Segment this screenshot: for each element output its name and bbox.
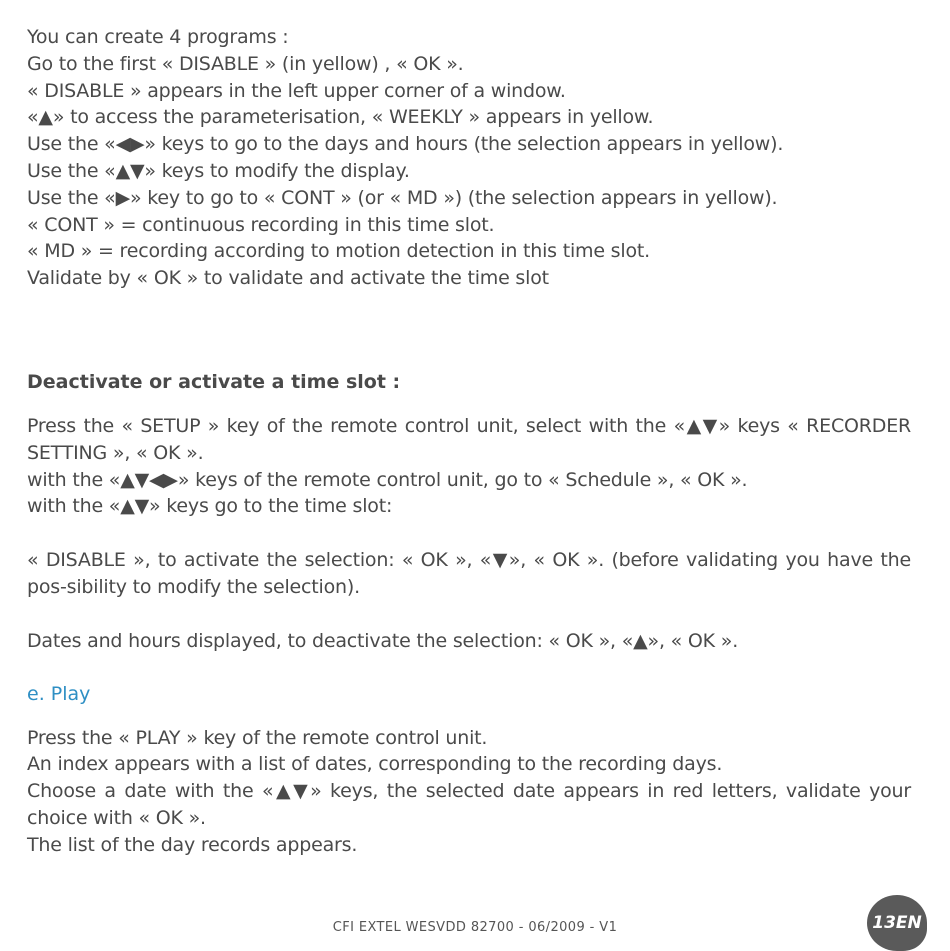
- text-line: Use the «◀▶» keys to go to the days and hours (the selection appears in yellow).: [27, 133, 784, 156]
- text-line: Go to the first « DISABLE » (in yellow) , « OK ».: [27, 52, 464, 75]
- section-title-play: e. Play: [27, 682, 91, 705]
- activate-note: « DISABLE », to activate the selection: « OK », «▼», « OK ». (before validating you have the pos-sibility to modify the selection).: [27, 549, 917, 598]
- text-line: Validate by « OK » to validate and activate the time slot: [27, 267, 549, 290]
- page-footer: CFI EXTEL WESVDD 82700 - 06/2009 - V1: [332, 920, 618, 935]
- text-line: Use the «▲▼» keys to modify the display.: [27, 159, 410, 182]
- text-line: Press the « SETUP » key of the remote control unit, select with the «▲▼» keys « RECORDER SETTING », « OK ».: [27, 414, 917, 464]
- text-line: You can create 4 programs :: [27, 26, 289, 48]
- section-heading-deactivate: Deactivate or activate a time slot :: [27, 370, 401, 393]
- deactivate-note: Dates and hours displayed, to deactivate the selection: « OK », «▲», « OK ».: [27, 629, 739, 652]
- text-line: «▲» to access the parameterisation, « WEEKLY » appears in yellow.: [27, 106, 654, 129]
- text-line: « DISABLE » appears in the left upper corner of a window.: [27, 79, 566, 102]
- document-page: [27, 24, 917, 859]
- text-line: The list of the day records appears.: [27, 833, 358, 856]
- deactivate-steps: [27, 413, 917, 655]
- text-line: Press the « PLAY » key of the remote control unit.: [27, 726, 488, 749]
- text-line: An index appears with a list of dates, corresponding to the recording days.: [27, 753, 723, 776]
- text-line: Use the «▶» key to go to « CONT » (or « MD ») (the selection appears in yellow).: [27, 186, 778, 209]
- page-number-badge: 13EN: [867, 895, 927, 951]
- text-line: Choose a date with the «▲▼» keys, the selected date appears in red letters, validate your choice with « OK ».: [27, 780, 917, 829]
- text-line: with the «▲▼◀▶» keys of the remote control unit, go to « Schedule », « OK ».: [27, 468, 748, 491]
- text-line: with the «▲▼» keys go to the time slot:: [27, 495, 393, 518]
- spacer: [27, 520, 911, 547]
- text-line: « MD » = recording according to motion detection in this time slot.: [27, 240, 650, 263]
- intro-paragraph: [27, 24, 911, 292]
- play-paragraph: [27, 725, 917, 859]
- spacer: [27, 601, 911, 628]
- text-line: « CONT » = continuous recording in this time slot.: [27, 213, 495, 236]
